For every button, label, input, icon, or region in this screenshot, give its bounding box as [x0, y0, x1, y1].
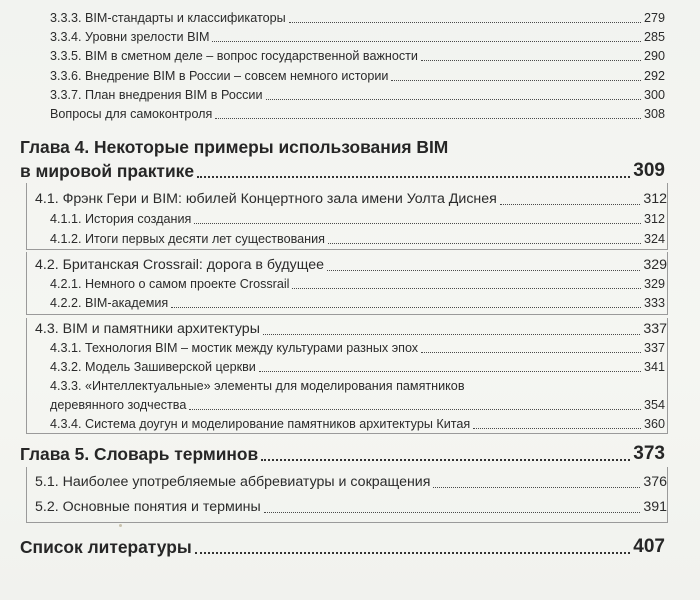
dot-leader	[266, 99, 641, 100]
dot-leader	[194, 223, 641, 224]
toc-entry-title: 4.3.1. Технология BIM – мостик между культурами разных эпох	[50, 341, 419, 355]
dot-leader	[289, 22, 641, 23]
dot-leader	[197, 176, 630, 178]
toc-section-title: 5.2. Основные понятия и термины	[35, 499, 261, 515]
toc-entry-page: 337	[643, 341, 665, 355]
toc-entry	[50, 67, 665, 85]
dot-leader	[292, 288, 641, 289]
toc-section-title: 4.2. Британская Crossrail: дорога в будущее	[35, 257, 325, 273]
chapter-4-page: 309	[633, 160, 665, 181]
dot-leader	[327, 270, 640, 271]
dot-leader	[328, 243, 641, 244]
toc-entry-title: 3.3.4. Уровни зрелости BIM	[50, 30, 210, 44]
toc-section-page: 391	[643, 499, 667, 515]
toc-entry-page: 360	[643, 417, 665, 431]
toc-entry-title: 3.3.3. BIM-стандарты и классификаторы	[50, 11, 286, 25]
dot-leader	[263, 334, 640, 335]
toc-entry-title: 3.3.6. Внедрение BIM в России – совсем немного истории	[50, 69, 389, 83]
toc-section	[35, 320, 667, 339]
toc-entry-page: 324	[643, 232, 665, 246]
dot-leader	[433, 487, 640, 488]
toc-section-page: 376	[643, 474, 667, 490]
dot-leader	[195, 552, 631, 554]
toc-entry	[50, 28, 665, 46]
bibliography-title: Список литературы	[20, 537, 192, 557]
toc-section	[35, 190, 667, 209]
dot-leader	[421, 60, 641, 61]
chapter-4-entry	[20, 159, 665, 183]
dot-leader	[264, 512, 641, 513]
dot-leader	[500, 204, 640, 205]
toc-entry-title: Вопросы для самоконтроля	[50, 107, 213, 121]
toc-entry	[50, 105, 665, 123]
toc-section	[35, 473, 667, 492]
toc-entry-title: 4.1.2. Итоги первых десяти лет существования	[50, 232, 325, 246]
toc-entry	[50, 358, 665, 376]
toc-entry-page: 285	[643, 30, 665, 44]
toc-entry-title: 4.2.2. BIM-академия	[50, 296, 169, 310]
toc-entry-page: 333	[643, 296, 665, 310]
toc-section-page: 329	[643, 257, 667, 273]
toc-entry-page: 354	[643, 398, 665, 412]
dot-leader	[261, 459, 630, 461]
dot-leader	[391, 80, 641, 81]
toc-entry	[50, 210, 665, 228]
toc-entry-page: 308	[643, 107, 665, 121]
toc-entry	[50, 47, 665, 65]
toc-entry	[50, 396, 665, 414]
dot-leader	[171, 307, 641, 308]
toc-section-page: 312	[643, 191, 667, 207]
toc-section	[35, 256, 667, 275]
toc-entry-title: 3.3.7. План внедрения BIM в России	[50, 88, 263, 102]
toc-section-title: 5.1. Наиболее употребляемые аббревиатуры и сокращения	[35, 474, 431, 490]
chapter-5-entry	[20, 442, 665, 466]
dot-leader	[259, 371, 641, 372]
toc-entry	[50, 415, 665, 433]
paper-speck	[119, 524, 122, 527]
dot-leader	[212, 41, 641, 42]
toc-entry-page: 312	[643, 212, 665, 226]
toc-entry-title: 4.1.1. История создания	[50, 212, 192, 226]
chapter-5-page: 373	[633, 443, 665, 464]
dot-leader	[215, 118, 641, 119]
toc-entry	[50, 294, 665, 312]
toc-entry-page: 300	[643, 88, 665, 102]
toc-entry-page: 341	[643, 360, 665, 374]
toc-section-title: 4.3. BIM и памятники архитектуры	[35, 321, 260, 337]
dot-leader	[189, 409, 641, 410]
toc-section-page: 337	[643, 321, 667, 337]
toc-entry-title: 4.3.2. Модель Зашиверской церкви	[50, 360, 256, 374]
toc-entry	[50, 9, 665, 27]
toc-section-title: 4.1. Фрэнк Гери и BIM: юбилей Концертного зала имени Уолта Диснея	[35, 191, 497, 207]
bibliography-entry	[20, 535, 665, 559]
toc-entry	[50, 275, 665, 293]
toc-entry	[50, 339, 665, 357]
toc-entry-title: 4.2.1. Немного о самом проекте Crossrail	[50, 277, 290, 291]
toc-entry-title-line2: деревянного зодчества	[50, 398, 187, 412]
bibliography-page: 407	[633, 536, 665, 557]
toc-entry-page: 279	[643, 11, 665, 25]
toc-entry	[50, 86, 665, 104]
toc-entry-title-line1: 4.3.3. «Интеллектуальные» элементы для моделирования памятников	[50, 379, 465, 393]
chapter-4-title-line1: Глава 4. Некоторые примеры использования BIM	[20, 137, 449, 157]
toc-entry-page: 329	[643, 277, 665, 291]
toc-section	[35, 498, 667, 517]
toc-entry-title: 3.3.5. BIM в сметном деле – вопрос государственной важности	[50, 49, 418, 63]
dot-leader	[473, 428, 641, 429]
chapter-5-title: Глава 5. Словарь терминов	[20, 444, 259, 464]
dot-leader	[421, 352, 641, 353]
toc-entry-page: 292	[643, 69, 665, 83]
toc-entry	[50, 230, 665, 248]
chapter-4-title-line2: в мировой практике	[20, 161, 195, 181]
toc-entry-title: 4.3.4. Система доугун и моделирование памятников архитектуры Китая	[50, 417, 471, 431]
toc-entry-page: 290	[643, 49, 665, 63]
